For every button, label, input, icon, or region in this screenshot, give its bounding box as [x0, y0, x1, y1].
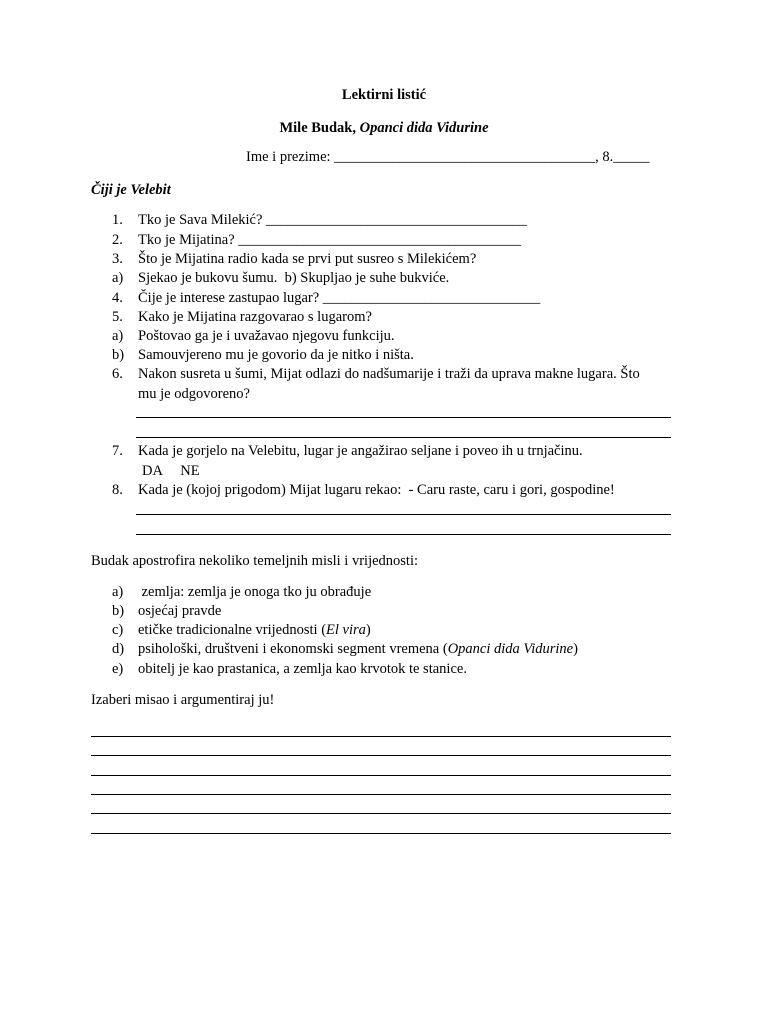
author-name: Mile Budak,: [279, 120, 356, 136]
question-marker: 5.: [112, 309, 123, 325]
answer-line[interactable]: [136, 534, 671, 535]
name-field-line[interactable]: Ime i prezime: ____________________________________, 8._____: [246, 149, 650, 165]
question-text[interactable]: Tko je Sava Milekić? ____________________________________: [138, 212, 528, 228]
option-marker: a): [112, 328, 124, 344]
question-text: Nakon susreta u šumi, Mijat odlazi do nadšumarije i traži da uprava makne lugara. Što: [138, 366, 640, 382]
list-item-text: psihološki, društveni i ekonomski segment vremena (Opanci dida Vidurine): [138, 641, 578, 657]
list-item-text: etičke tradicionalne vrijednosti (El vira): [138, 622, 371, 638]
author-work-line: [0, 119, 768, 138]
question-marker: 8.: [112, 482, 123, 498]
task-instruction: Izaberi misao i argumentiraj ju!: [91, 692, 275, 708]
list-item-text: obitelj je kao prastanica, a zemlja kao krvotok te stanice.: [138, 661, 467, 677]
answer-line[interactable]: [136, 437, 671, 438]
list-marker: d): [112, 641, 125, 657]
question-text[interactable]: Tko je Mijatina? _______________________________________: [138, 232, 522, 248]
option-marker: b): [112, 347, 125, 363]
question-marker: 6.: [112, 366, 123, 382]
list-marker: a): [112, 584, 124, 600]
option-marker: a): [112, 270, 124, 286]
work-title: Opanci dida Vidurine: [359, 120, 489, 136]
essay-line[interactable]: [91, 794, 671, 795]
answer-line[interactable]: [136, 417, 671, 418]
list-marker: b): [112, 603, 125, 619]
question-marker: 3.: [112, 251, 123, 267]
list-marker: e): [112, 661, 124, 677]
essay-line[interactable]: [91, 755, 671, 756]
work-reference: Opanci dida Vidurine: [447, 641, 574, 657]
list-item-text: osjećaj pravde: [138, 603, 222, 619]
question-text: Kada je gorjelo na Velebitu, lugar je angažirao seljane i poveo ih u trnjačinu.: [138, 443, 583, 459]
question-text[interactable]: Čije je interese zastupao lugar? ______________________________: [138, 290, 541, 306]
essay-line[interactable]: [91, 813, 671, 814]
option-text[interactable]: Sjekao je bukovu šumu. b) Skupljao je suhe bukviće.: [138, 270, 450, 286]
document-title: Lektirni listić: [341, 87, 427, 103]
question-text: Što je Mijatina radio kada se prvi put susreo s Milekićem?: [138, 251, 477, 267]
option-text[interactable]: Samouvjereno mu je govorio da je nitko i ništa.: [138, 347, 414, 363]
essay-line[interactable]: [91, 736, 671, 737]
section-intro: Budak apostrofira nekoliko temeljnih misli i vrijednosti:: [91, 553, 419, 569]
list-marker: c): [112, 622, 124, 638]
question-text: Kako je Mijatina razgovarao s lugarom?: [138, 309, 372, 325]
list-item-text: zemlja: zemlja je onoga tko ju obrađuje: [138, 584, 372, 600]
answer-line[interactable]: [136, 514, 671, 515]
true-false-choice[interactable]: DA NE: [142, 463, 200, 479]
question-marker: 7.: [112, 443, 123, 459]
essay-line[interactable]: [91, 833, 671, 834]
work-reference: El vira: [326, 622, 366, 638]
question-marker: 4.: [112, 290, 123, 306]
question-marker: 1.: [112, 212, 123, 228]
section-heading: Čiji je Velebit: [91, 182, 171, 198]
question-marker: 2.: [112, 232, 123, 248]
question-text: Kada je (kojoj prigodom) Mijat lugaru rekao: - Caru raste, caru i gori, gospodine!: [138, 482, 615, 498]
essay-line[interactable]: [91, 775, 671, 776]
question-text-continued: mu je odgovoreno?: [138, 386, 250, 402]
option-text[interactable]: Poštovao ga je i uvažavao njegovu funkciju.: [138, 328, 395, 344]
